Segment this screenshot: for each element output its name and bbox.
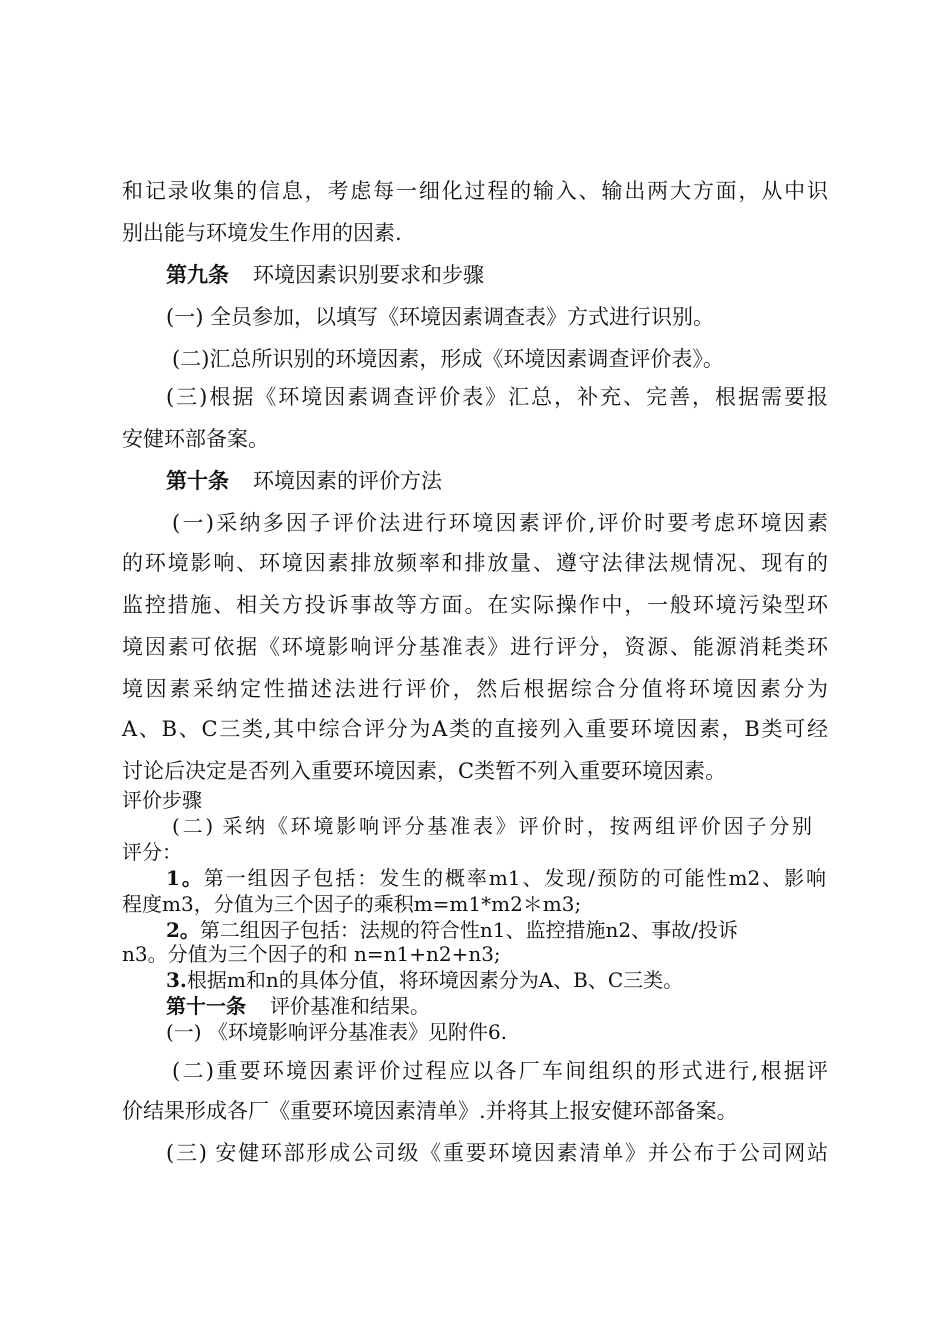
step-number: 1。 <box>166 866 204 890</box>
step-item <box>166 968 683 992</box>
step-text: 第一组因子包括：发生的概率m1、发现/预防的可能性m2、影响 <box>203 866 826 890</box>
paragraph-line: A、B、C三类,其中综合评分为A类的直接列入重要环境因素，B类可经 <box>122 717 828 741</box>
list-item: (二)重要环境因素评价过程应以各厂车间组织的形式进行,根据评 <box>172 1059 828 1083</box>
paragraph-line: 价结果形成各厂《重要环境因素清单》.并将其上报安健环部备案。 <box>122 1099 738 1123</box>
list-item: (一) 《环境影响评分基准表》见附件6. <box>166 1020 508 1044</box>
list-item: (一) 全员参加，以填写《环境因素调查表》方式进行识别。 <box>166 305 715 329</box>
paragraph-line: 别出能与环境发生作用的因素. <box>122 221 402 245</box>
list-item: (三)根据《环境因素调查评价表》汇总，补充、完善，根据需要报 <box>166 385 828 409</box>
article-number: 第十条 <box>166 468 229 493</box>
step-item <box>166 866 826 890</box>
step-number: 2。 <box>166 918 200 942</box>
article-9-heading <box>166 262 484 288</box>
paragraph-line: 境因素采纳定性描述法进行评价，然后根据综合分值将环境因素分为 <box>122 677 828 701</box>
paragraph-line: 评分： <box>122 840 182 864</box>
article-number: 第九条 <box>166 262 229 287</box>
step-number: 3. <box>166 968 187 992</box>
paragraph-line: (一)采纳多因子评价法进行环境因素评价,评价时要考虑环境因素 <box>172 511 828 535</box>
article-title: 环境因素识别要求和步骤 <box>253 263 484 287</box>
paragraph-line: 监控措施、相关方投诉事故等方面。在实际操作中，一般环境污染型环 <box>122 593 828 617</box>
paragraph-line: 程度m3，分值为三个因子的乘积m=m1*m2＊m3; <box>122 892 582 916</box>
article-title: 评价基准和结果。 <box>270 994 430 1018</box>
step-text: 根据m和n的具体分值，将环境因素分为A、B、C三类。 <box>186 968 684 992</box>
step-item <box>166 918 738 942</box>
paragraph-line: 境因素可依据《环境影响评分基准表》进行评分，资源、能源消耗类环 <box>122 635 828 659</box>
article-10-heading <box>166 468 442 494</box>
list-item: (三) 安健环部形成公司级《重要环境因素清单》并公布于公司网站 <box>166 1141 828 1165</box>
list-item: (二)汇总所识别的环境因素，形成《环境因素调查评价表》。 <box>172 347 724 371</box>
steps-label: 评价步骤 <box>122 788 202 812</box>
article-number: 第十一条 <box>166 994 246 1018</box>
step-text: 第二组因子包括：法规的符合性n1、监控措施n2、事故/投诉 <box>199 918 738 942</box>
article-title: 环境因素的评价方法 <box>253 469 442 493</box>
article-11-heading <box>166 994 430 1018</box>
paragraph-line: 和记录收集的信息，考虑每一细化过程的输入、输出两大方面，从中识 <box>122 179 828 203</box>
paragraph-line: 讨论后决定是否列入重要环境因素，C类暂不列入重要环境因素。 <box>122 759 727 783</box>
paragraph-line: 的环境影响、环境因素排放频率和排放量、遵守法律法规情况、现有的 <box>122 551 828 575</box>
list-item: (二) 采纳《环境影响评分基准表》评价时，按两组评价因子分别 <box>172 814 812 838</box>
paragraph-line: 安健环部备案。 <box>122 427 269 451</box>
paragraph-line: n3。分值为三个因子的和 n=n1+n2+n3; <box>122 942 501 966</box>
